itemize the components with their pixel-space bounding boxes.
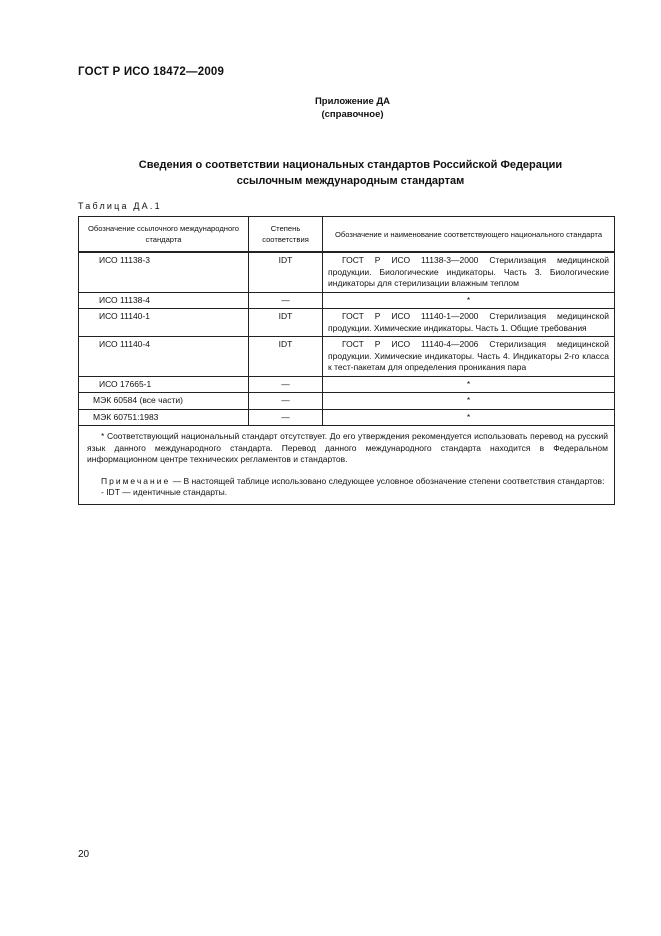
column-header-national: Обозначение и наименование соответствующего национального стандарта xyxy=(323,217,615,253)
section-title-line1: Сведения о соответствии национальных стандартов Российской Федерации xyxy=(138,159,563,171)
correspondence-table xyxy=(78,216,615,505)
section-title xyxy=(0,157,661,189)
national-cell: ГОСТ Р ИСО 11140-1—2000 Стерилизация медицинской продукции. Химические индикаторы. Часть 1. Общие требования xyxy=(323,309,615,337)
footnote-text: * Соответствующий национальный стандарт отсутствует. До его утверждения рекомендуется использовать перевод на русский язык данного международного стандарта. Перевод данного международного стандарта находится в Федеральном информационном центре технических регламентов и стандартов. xyxy=(87,431,608,464)
appendix-subtitle: (справочное) xyxy=(321,109,384,120)
table-header-row xyxy=(79,217,615,253)
reference-cell: ИСО 17665-1 xyxy=(79,376,249,393)
reference-cell: ИСО 11140-1 xyxy=(79,309,249,337)
column-header-degree: Степень соответствия xyxy=(249,217,323,253)
degree-cell: — xyxy=(249,292,323,309)
note-paragraph xyxy=(87,476,608,488)
page-number: 20 xyxy=(78,849,90,860)
degree-cell: IDT xyxy=(249,252,323,292)
national-cell: * xyxy=(323,292,615,309)
note-item: - IDT — идентичные стандарты. xyxy=(101,487,228,497)
degree-cell: — xyxy=(249,393,323,410)
footnote-cell xyxy=(79,426,615,505)
reference-cell: ИСО 11138-3 xyxy=(79,252,249,292)
reference-cell: МЭК 60584 (все части) xyxy=(79,393,249,410)
national-cell: * xyxy=(323,376,615,393)
table-row xyxy=(79,409,615,426)
note-text: — В настоящей таблице использовано следующее условное обозначение степени соответствия стандартов: xyxy=(172,475,605,486)
table-footnote-row xyxy=(79,426,615,505)
reference-cell: ИСО 11140-4 xyxy=(79,337,249,377)
degree-cell: — xyxy=(249,409,323,426)
national-cell: * xyxy=(323,393,615,410)
table-row xyxy=(79,252,615,292)
section-title-line2: ссылочным международным стандартам xyxy=(236,175,465,187)
reference-cell: ИСО 11138-4 xyxy=(79,292,249,309)
national-cell: ГОСТ Р ИСО 11140-4—2006 Стерилизация медицинской продукции. Химические индикаторы. Часть 4. Индикаторы 2-го класса к тест-пакетам для определения проникания пара xyxy=(323,337,615,377)
appendix-title: Приложение ДА xyxy=(314,96,391,107)
appendix-heading xyxy=(0,95,661,121)
degree-cell: IDT xyxy=(249,337,323,377)
document-header: ГОСТ Р ИСО 18472—2009 xyxy=(78,66,225,78)
national-cell: * xyxy=(323,409,615,426)
degree-cell: IDT xyxy=(249,309,323,337)
table-row xyxy=(79,376,615,393)
table-label: Таблица ДА.1 xyxy=(78,201,162,211)
reference-cell: МЭК 60751:1983 xyxy=(79,409,249,426)
column-header-reference: Обозначение ссылочного международного стандарта xyxy=(79,217,249,253)
table-row xyxy=(79,393,615,410)
table-row xyxy=(79,309,615,337)
table-row xyxy=(79,292,615,309)
table-row xyxy=(79,337,615,377)
note-label: Примечание xyxy=(101,475,171,486)
degree-cell: — xyxy=(249,376,323,393)
national-cell: ГОСТ Р ИСО 11138-3—2000 Стерилизация медицинской продукции. Биологические индикаторы. Часть 3. Биологические индикаторы для стерилизации влажным теплом xyxy=(323,252,615,292)
